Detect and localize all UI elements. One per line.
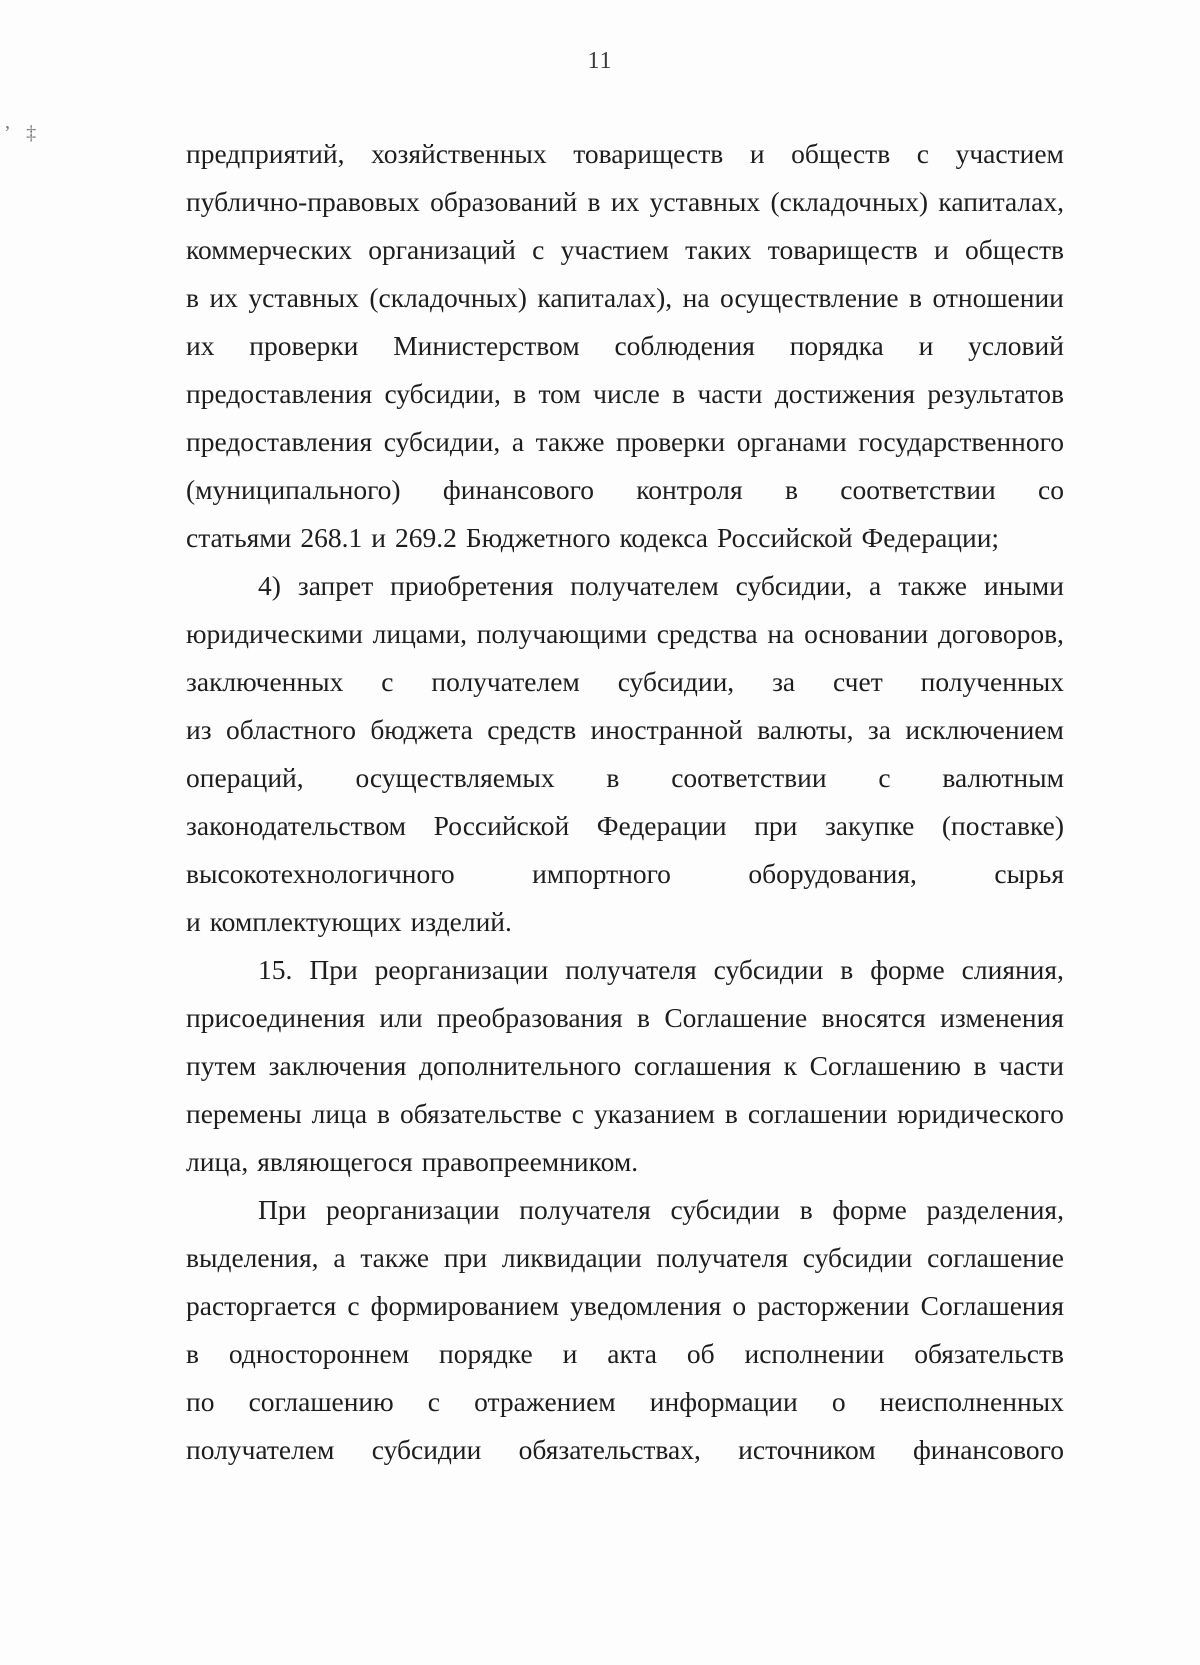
word: соглашения xyxy=(633,1050,772,1081)
word: в xyxy=(606,762,620,793)
word: валютным xyxy=(942,762,1064,793)
word: субсидии xyxy=(713,954,824,985)
text-line xyxy=(186,1426,1064,1474)
word: а xyxy=(511,426,525,457)
text-line xyxy=(186,946,1064,994)
word: исполнении xyxy=(744,1338,885,1369)
word: Российской xyxy=(433,810,570,841)
word: закупке xyxy=(824,810,915,841)
word: субсидии, xyxy=(735,570,853,601)
word: валюты, xyxy=(757,714,854,745)
word: областного xyxy=(225,714,356,745)
word: с xyxy=(427,1386,441,1417)
word: присоединения xyxy=(186,1002,366,1033)
word: иностранной xyxy=(590,714,743,745)
word: в xyxy=(840,954,854,985)
word: с xyxy=(571,1098,584,1129)
word: коммерческих xyxy=(186,234,353,265)
word: источником xyxy=(738,1434,876,1465)
word: являющегося xyxy=(257,1146,413,1177)
word: юридического xyxy=(897,1098,1064,1129)
word: средства xyxy=(656,618,758,649)
word: неисполненных xyxy=(879,1386,1064,1417)
word: бюджета xyxy=(370,714,473,745)
word: с xyxy=(878,762,891,793)
text-line xyxy=(186,1330,1064,1378)
word: субсидии xyxy=(371,1434,482,1465)
word: в xyxy=(636,1002,650,1033)
word: обязательстве xyxy=(399,1098,562,1129)
word: обязательствах, xyxy=(518,1434,701,1465)
word: в xyxy=(186,1338,199,1369)
word: изделий. xyxy=(410,906,512,937)
word: органами xyxy=(736,426,847,457)
word: изменения xyxy=(940,1002,1064,1033)
word: 269.2 xyxy=(394,522,457,553)
word: в xyxy=(513,378,527,409)
text-line xyxy=(186,274,1064,322)
word: при xyxy=(754,810,798,841)
word: а xyxy=(333,1242,346,1273)
word: уставных xyxy=(649,186,761,217)
word: разделения, xyxy=(926,1194,1064,1225)
word: а xyxy=(869,570,882,601)
word: обществ xyxy=(791,138,891,169)
word: сырья xyxy=(994,858,1064,889)
margin-marks: ’ ‡ xyxy=(4,122,43,144)
word: субсидии, xyxy=(383,426,501,457)
text-line xyxy=(186,850,1064,898)
text-line xyxy=(186,514,1064,562)
word: в xyxy=(784,474,798,505)
word: с xyxy=(532,234,545,265)
word: полученных xyxy=(920,666,1064,697)
word: (муниципального) xyxy=(186,474,401,505)
word: выделения, xyxy=(186,1242,319,1273)
word: участием xyxy=(560,234,669,265)
word: на xyxy=(767,618,795,649)
word: также xyxy=(535,426,605,457)
text-line xyxy=(186,322,1064,370)
word: лица, xyxy=(186,1146,249,1177)
word: форме xyxy=(870,954,945,985)
word: получателя xyxy=(519,1194,651,1225)
word: дополнительного xyxy=(419,1050,622,1081)
word: соглашение xyxy=(927,1242,1064,1273)
word: Соглашения xyxy=(920,1290,1064,1321)
word: порядке xyxy=(439,1338,533,1369)
word: и xyxy=(749,138,765,169)
word: Министерством xyxy=(393,330,580,361)
word: заключенных xyxy=(186,666,344,697)
word: субсидии xyxy=(670,1194,781,1225)
word: товариществ xyxy=(573,138,724,169)
word: условий xyxy=(968,330,1064,361)
text-line xyxy=(186,1090,1064,1138)
word: их xyxy=(186,330,215,361)
word: за xyxy=(867,714,891,745)
word: их xyxy=(209,282,238,313)
word: оборудования, xyxy=(748,858,917,889)
word: слияния, xyxy=(961,954,1064,985)
text-line xyxy=(186,562,1064,610)
word: проверки xyxy=(249,330,359,361)
word: правопреемником. xyxy=(421,1146,639,1177)
word: также xyxy=(898,570,967,601)
word: в xyxy=(724,1098,738,1129)
page-number: 11 xyxy=(587,48,613,74)
word: или xyxy=(379,1002,423,1033)
word: уставных xyxy=(248,282,359,313)
word: 268.1 xyxy=(300,522,363,553)
word: 4) xyxy=(258,570,281,601)
word: соответствии xyxy=(840,474,996,505)
word: с xyxy=(916,138,929,169)
text-line xyxy=(186,658,1064,706)
word: товариществ xyxy=(767,234,918,265)
word: получателя xyxy=(565,954,697,985)
word: вносятся xyxy=(821,1002,926,1033)
word: их xyxy=(610,186,640,217)
word: договоров, xyxy=(937,618,1064,649)
word: одностороннем xyxy=(228,1338,410,1369)
word: 15. xyxy=(258,954,293,985)
word: субсидии, xyxy=(617,666,735,697)
word: со xyxy=(1038,474,1064,505)
word: статьями xyxy=(186,522,292,553)
word: преобразования xyxy=(436,1002,623,1033)
text-line xyxy=(186,1186,1064,1234)
word: при xyxy=(443,1242,488,1273)
word: получающими xyxy=(476,618,647,649)
word: лица xyxy=(311,1098,368,1129)
word: запрет xyxy=(297,570,374,601)
word: получателя xyxy=(656,1242,788,1273)
word: получателем xyxy=(570,570,719,601)
word: При xyxy=(258,1194,307,1225)
word: образований xyxy=(430,186,578,217)
word: также xyxy=(360,1242,430,1273)
text-line xyxy=(186,754,1064,802)
word: получателем xyxy=(186,1434,335,1465)
word: соблюдения xyxy=(614,330,755,361)
word: в xyxy=(587,186,601,217)
word: в xyxy=(973,1050,987,1081)
word: операций, xyxy=(186,762,304,793)
word: исключением xyxy=(905,714,1064,745)
word: к xyxy=(783,1050,798,1081)
word: приобретения xyxy=(390,570,554,601)
word: уведомления xyxy=(570,1290,722,1321)
word: комплектующих xyxy=(209,906,402,937)
word: информации xyxy=(649,1386,798,1417)
text-line xyxy=(186,370,1064,418)
word: по xyxy=(186,1386,215,1417)
word: с xyxy=(381,666,394,697)
word: достижения xyxy=(774,378,916,409)
word: предприятий, xyxy=(186,138,345,169)
word: финансового xyxy=(442,474,594,505)
word: и xyxy=(186,906,201,937)
word: проверки xyxy=(616,426,726,457)
word: соответствии xyxy=(671,762,827,793)
word: акта xyxy=(607,1338,657,1369)
word: том xyxy=(538,378,581,409)
word: средств xyxy=(487,714,577,745)
word: форме xyxy=(832,1194,907,1225)
word: лицами, xyxy=(372,618,467,649)
word: за xyxy=(772,666,796,697)
text-line xyxy=(186,1138,1064,1186)
word: хозяйственных xyxy=(371,138,547,169)
text-line xyxy=(186,466,1064,514)
word: о xyxy=(732,1290,747,1321)
text-line xyxy=(186,130,1064,178)
word: законодательством xyxy=(186,810,407,841)
word: результатов xyxy=(927,378,1064,409)
text-line xyxy=(186,178,1064,226)
word: Российской xyxy=(717,522,853,553)
text-line xyxy=(186,610,1064,658)
word: реорганизации xyxy=(326,1194,500,1225)
word: числе xyxy=(593,378,660,409)
word: Федерации; xyxy=(861,522,1000,553)
text-line xyxy=(186,898,1064,946)
word: расторгается xyxy=(186,1290,337,1321)
word: счет xyxy=(833,666,883,697)
word: предоставления xyxy=(186,378,373,409)
word: При xyxy=(309,954,358,985)
word: финансового xyxy=(912,1434,1064,1465)
word: таких xyxy=(685,234,752,265)
word: части xyxy=(999,1050,1064,1081)
word: получателем xyxy=(431,666,580,697)
word: с xyxy=(347,1290,360,1321)
word: (складочных) xyxy=(369,282,527,313)
word: в xyxy=(186,282,199,313)
word: высокотехнологичного xyxy=(186,858,455,889)
word: и xyxy=(934,234,949,265)
word: предоставления xyxy=(186,426,373,457)
word: об xyxy=(686,1338,715,1369)
text-line xyxy=(186,1234,1064,1282)
word: основании xyxy=(804,618,929,649)
word: осуществляемых xyxy=(355,762,555,793)
word: юридическими xyxy=(186,618,363,649)
word: на xyxy=(682,282,710,313)
word: и xyxy=(371,522,386,553)
word: соглашении xyxy=(747,1098,888,1129)
word: путем xyxy=(186,1050,257,1081)
word: в xyxy=(377,1098,390,1129)
word: участием xyxy=(955,138,1064,169)
word: импортного xyxy=(532,858,671,889)
word: и xyxy=(562,1338,578,1369)
word: формированием xyxy=(370,1290,560,1321)
word: и xyxy=(918,330,934,361)
word: отношении xyxy=(932,282,1064,313)
word: отражением xyxy=(474,1386,616,1417)
word: капиталах, xyxy=(938,186,1064,217)
word: реорганизации xyxy=(374,954,549,985)
text-line xyxy=(186,994,1064,1042)
word: капиталах), xyxy=(537,282,673,313)
word: кодекса xyxy=(619,522,709,553)
word: осуществление xyxy=(720,282,899,313)
word: из xyxy=(186,714,212,745)
text-line xyxy=(186,706,1064,754)
word: организаций xyxy=(368,234,516,265)
word: обязательств xyxy=(914,1338,1064,1369)
word: иными xyxy=(983,570,1064,601)
word: указанием xyxy=(593,1098,715,1129)
text-line xyxy=(186,418,1064,466)
word: государственного xyxy=(858,426,1064,457)
text-line xyxy=(186,1282,1064,1330)
word: (складочных) xyxy=(770,186,929,217)
word: публично-правовых xyxy=(186,186,420,217)
text-line xyxy=(186,1042,1064,1090)
word: части xyxy=(697,378,763,409)
word: в xyxy=(909,282,923,313)
document-body xyxy=(186,130,1064,1474)
word: расторжении xyxy=(757,1290,910,1321)
word: Бюджетного xyxy=(465,522,611,553)
word: порядка xyxy=(789,330,884,361)
word: контроля xyxy=(636,474,743,505)
word: обществ xyxy=(964,234,1064,265)
word: в xyxy=(799,1194,813,1225)
word: соглашению xyxy=(248,1386,394,1417)
text-line xyxy=(186,1378,1064,1426)
word: Федерации xyxy=(596,810,727,841)
word: субсидии, xyxy=(384,378,501,409)
word: ликвидации xyxy=(501,1242,642,1273)
word: субсидии xyxy=(802,1242,913,1273)
word: Соглашение xyxy=(664,1002,808,1033)
word: перемены xyxy=(186,1098,302,1129)
text-line xyxy=(186,226,1064,274)
word: (поставке) xyxy=(941,810,1064,841)
word: заключения xyxy=(268,1050,407,1081)
text-line xyxy=(186,802,1064,850)
word: Соглашению xyxy=(809,1050,961,1081)
word: в xyxy=(672,378,686,409)
word: о xyxy=(831,1386,846,1417)
